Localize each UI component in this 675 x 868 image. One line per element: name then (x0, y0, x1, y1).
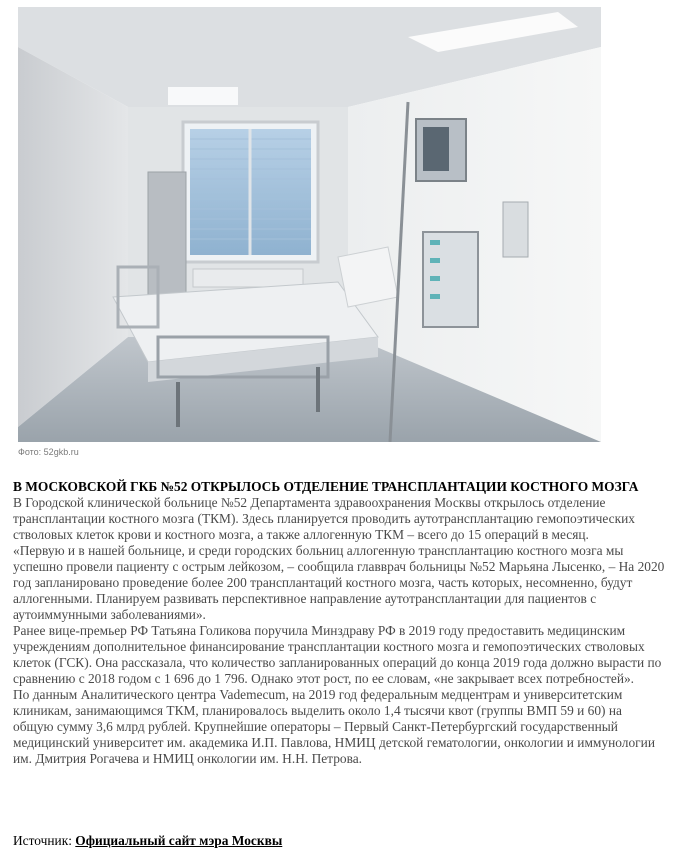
source-label: Источник: (13, 833, 72, 848)
photo-caption: Фото: 52gkb.ru (18, 447, 79, 457)
source-line (13, 833, 282, 849)
article-paragraph: По данным Аналитического центра Vademecum, на 2019 год федеральным медцентрам и университетским клиникам, занимающимся ТКМ, планировалось выделить около 1,4 тысячи квот (группы ВМП 59 и 60) на общую сумму 3,6 млрд рублей. Крупнейшие операторы – Первый Санкт-Петербургский государственный медицинский университет им. академика И.П. Павлова, НМИЦ детской гематологии, онкологии и иммунологии им. Дмитрия Рогачева и НМИЦ онкологии им. Н.Н. Петрова. (13, 687, 655, 766)
article-photo (18, 7, 601, 442)
article-headline: В МОСКОВСКОЙ ГКБ №52 ОТКРЫЛОСЬ ОТДЕЛЕНИЕ ТРАНСПЛАНТАЦИИ КОСТНОГО МОЗГА (13, 479, 639, 494)
article-paragraph: В Городской клинической больнице №52 Департамента здравоохранения Москвы открылось отделение трансплантации костного мозга (ТКМ). Здесь планируется проводить аутотрансплантацию гемопоэтических стволовых клеток крови и костного мозга, а также аллогенную ТКМ – всего до 15 операций в месяц. (13, 495, 635, 542)
source-link[interactable]: Официальный сайт мэра Москвы (75, 833, 283, 848)
hospital-room-illustration (18, 7, 601, 442)
article-paragraph: «Первую и в нашей больнице, и среди городских больниц аллогенную трансплантацию костного мозга мы успешно провели пациенту с острым лейкозом, – сообщила главврач больницы №52 Марьяна Лысенко, – На 2020 год запланировано проведение более 200 трансплантаций костного мозга, часть которых, несомненно, будут аллогенными. Планируем развивать перспективное направление аутотрансплантации для пациентов с аутоиммунными заболеваниями». (13, 543, 665, 622)
article-paragraph: Ранее вице-премьер РФ Татьяна Голикова поручила Минздраву РФ в 2019 году предоставить медицинским учреждениям дополнительное финансирование трансплантации костного мозга и гемопоэтических стволовых клеток (ГСК). Она рассказала, что количество запланированных операций до конца 2019 года должно вырасти по сравнению с 2018 годом с 1 696 до 1 796. Однако этот рост, по ее словам, «не закрывает всех потребностей». (13, 623, 662, 686)
article-body (13, 479, 665, 767)
